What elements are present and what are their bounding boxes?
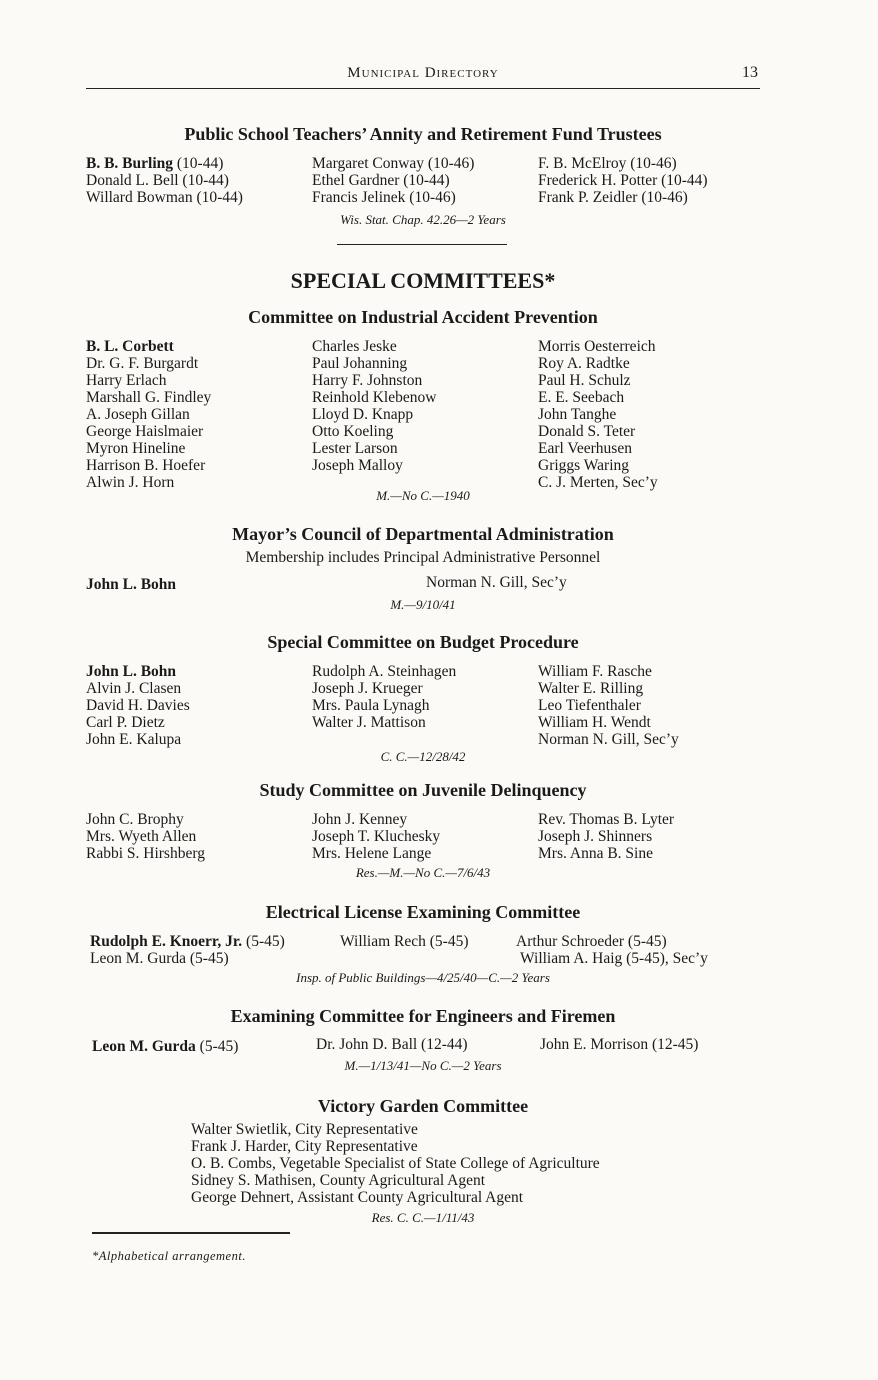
column-1	[86, 663, 190, 748]
authority-note: M.—1/13/41—No C.—2 Years	[344, 1058, 502, 1073]
member: John Tanghe	[538, 406, 617, 423]
member: William Rech (5-45)	[340, 933, 469, 950]
member: Rudolph A. Steinhagen	[312, 663, 457, 680]
running-head	[86, 64, 760, 89]
footnote-rule	[92, 1232, 290, 1234]
column-2	[312, 338, 436, 474]
member: Morris Oesterreich	[538, 338, 656, 355]
member: Donald L. Bell (10-44)	[86, 172, 229, 189]
chair-term: (5-45)	[246, 933, 285, 950]
authority-note: Insp. of Public Buildings—4/25/40—C.—2 Years	[296, 970, 550, 985]
member: Reinhold Klebenow	[312, 389, 437, 406]
member: David H. Davies	[86, 697, 190, 714]
member: Otto Koeling	[312, 423, 394, 440]
secretary: Norman N. Gill, Sec’y	[426, 574, 567, 591]
member: John J. Kenney	[312, 811, 408, 828]
member: Marshall G. Findley	[86, 389, 212, 406]
member: Joseph Malloy	[312, 457, 403, 474]
column-1	[86, 338, 211, 491]
authority-note: Wis. Stat. Chap. 42.26—2 Years	[340, 212, 506, 227]
member: George Haislmaier	[86, 423, 204, 440]
section-subtitle: Membership includes Principal Administrative Personnel	[245, 549, 601, 566]
chair-name: Leon M. Gurda	[92, 1038, 196, 1055]
section-title-budget-procedure: Special Committee on Budget Procedure	[267, 632, 579, 652]
chair-name: B. B. Burling	[86, 155, 173, 172]
member: Dr. John D. Ball (12-44)	[316, 1036, 468, 1053]
section-title-mayors-council: Mayor’s Council of Departmental Administration	[232, 524, 614, 544]
member: Frank J. Harder, City Representative	[191, 1138, 418, 1155]
member: Francis Jelinek (10-46)	[312, 189, 456, 206]
member: Lloyd D. Knapp	[312, 406, 414, 423]
member: Roy A. Radtke	[538, 355, 630, 372]
member: A. Joseph Gillan	[86, 406, 190, 423]
member: Frank P. Zeidler (10-46)	[538, 189, 688, 206]
member: Donald S. Teter	[538, 423, 636, 440]
member: Dr. G. F. Burgardt	[86, 355, 199, 372]
column-3	[540, 1036, 698, 1053]
authority-note: Res.—M.—No C.—7/6/43	[355, 865, 491, 880]
member: Arthur Schroeder (5-45)	[516, 933, 667, 950]
member: Paul H. Schulz	[538, 372, 631, 389]
member: Griggs Waring	[538, 457, 630, 474]
member: Harrison B. Hoefer	[86, 457, 206, 474]
member: Walter J. Mattison	[312, 714, 426, 731]
running-head-title: Municipal Directory	[347, 65, 499, 81]
member: Earl Veerhusen	[538, 440, 632, 457]
member: Harry F. Johnston	[312, 372, 423, 389]
member: Leo Tiefenthaler	[538, 697, 641, 714]
member: Mrs. Anna B. Sine	[538, 845, 653, 862]
member: Sidney S. Mathisen, County Agricultural Agent	[191, 1172, 486, 1189]
member: O. B. Combs, Vegetable Specialist of State College of Agriculture	[191, 1155, 600, 1172]
member: Mrs. Wyeth Allen	[86, 828, 197, 845]
secretary: William A. Haig (5-45), Sec’y	[520, 950, 708, 967]
chair-term: (10-44)	[176, 155, 224, 172]
member: C. J. Merten, Sec’y	[538, 474, 658, 491]
column-1	[86, 155, 243, 206]
member: F. B. McElroy (10-46)	[538, 155, 677, 172]
chair-name: Rudolph E. Knoerr, Jr.	[90, 933, 243, 950]
member: John E. Morrison (12-45)	[540, 1036, 699, 1053]
authority-note: M.—No C.—1940	[376, 488, 470, 503]
member: Rabbi S. Hirshberg	[86, 845, 205, 862]
authority-note: M.—9/10/41	[390, 597, 456, 612]
column-3	[538, 811, 674, 862]
member: Harry Erlach	[86, 372, 167, 389]
member: Margaret Conway (10-46)	[312, 155, 475, 172]
member: Mrs. Paula Lynagh	[312, 697, 430, 714]
column-2	[316, 1036, 468, 1053]
member: Myron Hineline	[86, 440, 186, 457]
member: Mrs. Helene Lange	[312, 845, 432, 862]
column-1	[86, 811, 205, 862]
member: Carl P. Dietz	[86, 714, 165, 731]
member: Walter E. Rilling	[538, 680, 644, 697]
column-3	[538, 338, 658, 491]
authority-note: C. C.—12/28/42	[380, 749, 466, 764]
chair-name: John L. Bohn	[86, 663, 177, 680]
member-list	[191, 1121, 600, 1206]
member: Charles Jeske	[312, 338, 397, 355]
member: William F. Rasche	[538, 663, 652, 680]
section-title-juvenile-delinquency: Study Committee on Juvenile Delinquency	[259, 780, 587, 800]
column-2	[312, 155, 474, 206]
divider	[337, 244, 507, 245]
section-title-electrical-license: Electrical License Examining Committee	[265, 902, 581, 922]
member: Frederick H. Potter (10-44)	[538, 172, 708, 189]
section-title-engineers-firemen: Examining Committee for Engineers and Firemen	[230, 1006, 616, 1026]
member: George Dehnert, Assistant County Agricultural Agent	[191, 1189, 524, 1206]
member: Joseph J. Krueger	[312, 680, 423, 697]
member: Ethel Gardner (10-44)	[312, 172, 450, 189]
page-number: 13	[742, 64, 758, 81]
column-3	[538, 155, 708, 206]
member: Alvin J. Clasen	[86, 680, 182, 697]
member: E. E. Seebach	[538, 389, 625, 406]
member: Joseph J. Shinners	[538, 828, 653, 845]
column-1	[92, 1038, 238, 1055]
chair-name: B. L. Corbett	[86, 338, 174, 355]
member: Rev. Thomas B. Lyter	[538, 811, 675, 828]
column-3	[516, 933, 708, 967]
member: Walter Swietlik, City Representative	[191, 1121, 418, 1138]
member: Norman N. Gill, Sec’y	[538, 731, 679, 748]
member: Lester Larson	[312, 440, 398, 457]
column-2	[312, 663, 456, 731]
row-1-col-1	[90, 933, 285, 967]
authority-note: Res. C. C.—1/11/43	[371, 1210, 475, 1225]
special-committees-heading: SPECIAL COMMITTEES*	[290, 268, 556, 293]
column-3	[538, 663, 679, 748]
member: Alwin J. Horn	[86, 474, 175, 491]
section-title-victory-garden: Victory Garden Committee	[317, 1096, 529, 1116]
member: John C. Brophy	[86, 811, 184, 828]
member: Joseph T. Kluchesky	[312, 828, 441, 845]
chair-term: (5-45)	[199, 1038, 239, 1055]
member: Willard Bowman (10-44)	[86, 189, 243, 206]
member: Leon M. Gurda (5-45)	[90, 950, 229, 967]
footnote: *Alphabetical arrangement.	[92, 1249, 246, 1263]
chair-name: John L. Bohn	[86, 576, 177, 593]
member: Paul Johanning	[312, 355, 408, 372]
member: William H. Wendt	[538, 714, 651, 731]
section-title-accident-prevention: Committee on Industrial Accident Prevention	[248, 307, 598, 327]
column-2	[312, 811, 440, 862]
section-title-teachers-fund: Public School Teachers’ Annity and Retirement Fund Trustees	[184, 124, 662, 144]
row-1-col-2	[340, 933, 469, 950]
member: John E. Kalupa	[86, 731, 182, 748]
